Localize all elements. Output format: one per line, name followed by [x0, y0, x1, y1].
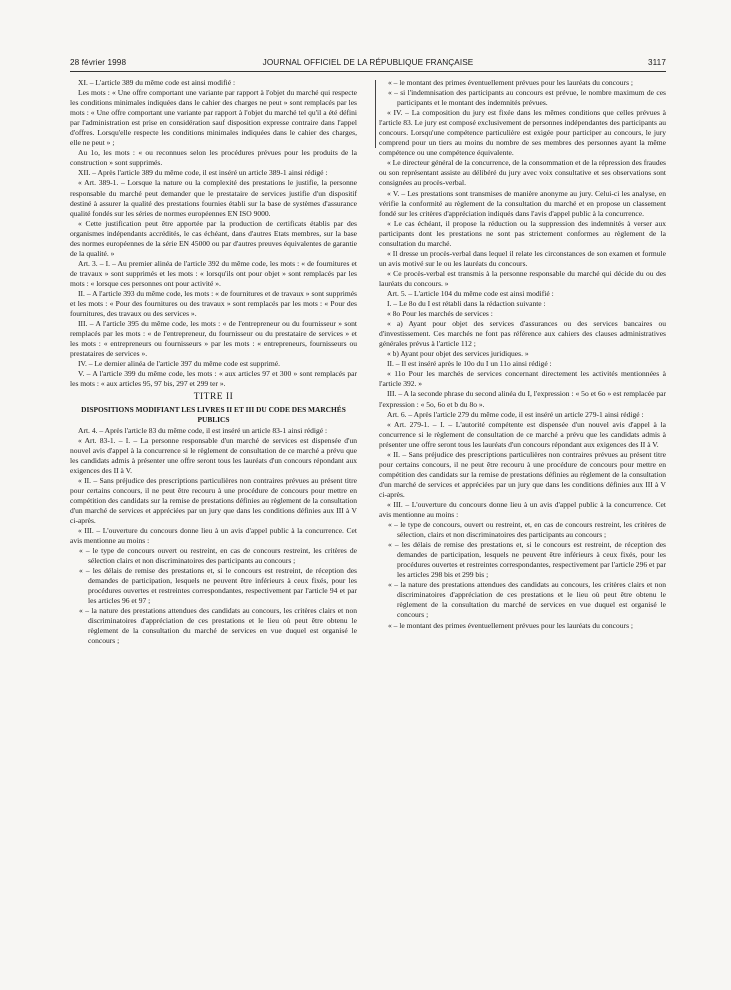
right-column: [379, 78, 666, 983]
issue-date: 28 février 1998: [70, 58, 127, 67]
paragraph: « 8o Pour les marchés de services :: [387, 309, 493, 319]
paragraph: Art. 3. – I. – Au premier alinéa de l'article 392 du même code, les mots : « de fournitures et de travaux » sont supprimés et les mots : « lorsqu'ils ont pour objet » sont remplacés par les mots : « lorsque ces personnes ont pour activité ».: [70, 258, 357, 288]
paragraph: « II. – Sans préjudice des prescriptions particulières non contraires prévues au présent titre pour certains concours, il ne peut être recouru à une procédure de concours pour mettre en compétition des candidats sur la remise de prestations définies au règlement de la consultation d'un marché de services et appréciées par un jury que dans les conditions définies aux III à V ci-après.: [70, 475, 357, 525]
paragraph: « – le montant des primes éventuellement prévues pour les lauréats du concours ;: [388, 78, 633, 87]
paragraph: « 11o Pour les marchés de services concernant directement les activités mentionnées à l'article 392. »: [379, 369, 666, 389]
paragraph: Art. 5. – L'article 104 du même code est ainsi modifié :: [387, 288, 554, 298]
paragraph: « Art. 83-1. – I. – La personne responsable d'un marché de services est dispensée d'un nouvel avis d'appel à la concurrence si le règlement de consultation de ce marché a prévu que les candidats admis à présenter une offre seront tous les lauréats d'un concours répondant aux exigences des II à V.: [70, 435, 357, 475]
paragraph: « IV. – La composition du jury est fixée dans les mêmes conditions que celles prévues à l'article 83. Le jury est composé exclusivement de personnes indépendantes des participants au concours. Lorsqu'une compétence particulière est exigée pour participer au concours, le jury comprend pour un tiers au moins du nombre de ses membres des personnes ayant la même compétence ou une compétence équivalente.: [379, 108, 666, 158]
left-column: [70, 78, 357, 983]
journal-title: JOURNAL OFFICIEL DE LA RÉPUBLIQUE FRANÇAISE: [262, 58, 474, 67]
paragraph: « – si l'indemnisation des participants au concours est prévue, le nombre maximum de ces participants et le montant des indemnités prévues.: [388, 88, 666, 108]
paragraph: « Le directeur général de la concurrence, de la consommation et de la répression des fraudes ou son représentant assiste au délibéré du jury avec voix consultative et ses observations sont consignées au procès-verbal.: [379, 158, 666, 188]
paragraph: « – la nature des prestations attendues des candidats au concours, les critères clairs et non discriminatoires d'appréciation de ces prestations et le lieu où peut être obtenu le règlement de la consultation du marché de services en vue duquel est organisé le concours ;: [388, 580, 666, 620]
paragraph: II. – Il est inséré après le 10o du I un 11o ainsi rédigé :: [387, 359, 552, 369]
paragraph: Art. 6. – Après l'article 279 du même code, il est inséré un article 279-1 ainsi rédigé :: [387, 409, 644, 419]
paragraph: XII. – Après l'article 389 du même code, il est inséré un article 389-1 ainsi rédigé :: [78, 168, 328, 178]
paragraph: III. – A l'article 395 du même code, les mots : « de l'entrepreneur ou du fournisseur » sont remplacés par les mots : « de l'entrepreneur, du fournisseur ou du prestataire de services » et les mots : « entrepreneurs ou fournisseurs » par les mots : « entrepreneurs, fournisseurs ou prestataires de services ».: [70, 319, 357, 359]
paragraph: « – le type de concours, ouvert ou restreint, et, en cas de concours restreint, les critères de sélection, clairs et non discriminatoires des participants au concours ;: [388, 520, 666, 540]
paragraph: V. – A l'article 399 du même code, les mots : « aux articles 97 et 300 » sont remplacés par les mots : « aux articles 95, 97 bis, 297 et 299 ter ».: [70, 369, 357, 389]
paragraph: « – le type de concours ouvert ou restreint, en cas de concours restreint, les critères de sélection clairs et non discriminatoires des participants au concours ;: [79, 546, 357, 566]
paragraph: « Le cas échéant, il propose la réduction ou la suppression des indemnités à verser aux participants dont les prestations ne sont pas strictement conformes au règlement de la consultation du marché.: [379, 218, 666, 248]
paragraph: IV. – Le dernier alinéa de l'article 397 du même code est supprimé.: [78, 359, 280, 369]
paragraph: Les mots : « Une offre comportant une variante par rapport à l'objet du marché qui respecte les conditions minimales indiquées dans le cahier des charges ne peut » sont remplacés par les mots : « Une offre comportant une variante par rapport à l'objet du marché tel qu'il a été défini par l'administration est prise en considération sauf disposition expresse contraire dans l'appel d'offres. Lorsqu'elle respecte les conditions minimales indiquées dans le cahier des charges, elle ne peut » ;: [70, 88, 357, 148]
paragraph: XI. – L'article 389 du même code est ainsi modifié :: [78, 78, 236, 87]
section-heading: DISPOSITIONS MODIFIANT LES LIVRES II ET III DU CODE DES MARCHÉS PUBLICS: [81, 404, 346, 424]
paragraph: I. – Le 8o du I est rétabli dans la rédaction suivante :: [387, 299, 546, 309]
paragraph: Au 1o, les mots : « ou reconnues selon les procédures prévues pour les produits de la construction » sont supprimés.: [70, 148, 357, 168]
paragraph: « – les délais de remise des prestations et, si le concours est restreint, de réception des demandes de participation, lesquels ne peuvent être inférieurs à ceux fixés, pour les procédures ouvertes et restreintes correspondantes, respectivement par l'article 296 et par les articles 298 bis et 299 bis ;: [388, 540, 666, 580]
paragraph: III. – A la seconde phrase du second alinéa du I, l'expression : « 5o et 6o » est remplacée par l'expression : « 5o, 6o et b du 8o ».: [379, 389, 666, 409]
paragraph: « a) Ayant pour objet des services d'assurances ou des services bancaires ou d'investissement. Ces marchés ne font pas référence aux cahiers des clauses administratives générales prévus à l'article 112 ;: [379, 319, 666, 349]
paragraph: « Il dresse un procès-verbal dans lequel il relate les circonstances de son examen et formule un avis motivé sur le ou les lauréats du concours.: [379, 248, 666, 268]
paragraph: « b) Ayant pour objet des services juridiques. »: [387, 349, 529, 359]
paragraph: « – le montant des primes éventuellement prévues pour les lauréats du concours ;: [388, 620, 633, 630]
paragraph: « III. – L'ouverture du concours donne lieu à un avis d'appel public à la concurrence. Cet avis mentionne au moins :: [379, 499, 666, 520]
paragraph: « III. – L'ouverture du concours donne lieu à un avis d'appel public à la concurrence. Cet avis mentionne au moins :: [70, 525, 357, 546]
paragraph: « Cette justification peut être apportée par la production de certificats établis par des organismes indépendants accrédités, le cas échéant, dans d'autres Etats membres, sur la base des normes européennes de la série EN 45000 ou par d'autres preuves équivalentes de garantie de la qualité. »: [70, 218, 357, 258]
header-rule: [70, 71, 666, 72]
paragraph: « V. – Les prestations sont transmises de manière anonyme au jury. Celui-ci les analyse, en vérifie la conformité au règlement de la consultation du marché et en propose un classement fondé sur les critères d'appréciation indiqués dans l'avis d'appel public à la concurrence.: [379, 188, 666, 218]
paragraph: II. – A l'article 393 du même code, les mots : « de fournitures et de travaux » sont supprimés et les mots : « Pour des fournitures ou des travaux » sont remplacés par les mots : « Pour des fournitures, des travaux ou des services ».: [70, 288, 357, 319]
paragraph: « – la nature des prestations attendues des candidats au concours, les critères clairs et non discriminatoires d'appréciation de ces prestations et le lieu où peut être obtenu le règlement de la consultation du marché de services en vue duquel est organisé le concours ;: [79, 606, 357, 646]
section-title: TITRE II: [193, 392, 234, 403]
paragraph: « – les délais de remise des prestations et, si le concours est restreint, de réception des demandes de participation, lesquels ne peuvent être inférieurs à ceux fixés, pour les procédures ouvertes et restreintes correspondantes, respectivement par l'article 94 et par les articles 96 et 97 ;: [79, 566, 357, 606]
paragraph: « Art. 389-1. – Lorsque la nature ou la complexité des prestations le justifie, la personne responsable du marché peut demander que le prestataire de services justifie d'un dispositif destiné à assurer la qualité des prestations fournies établi sur la base de systèmes d'assurance qualité fondés sur les séries de normes européennes EN ISO 9000.: [70, 178, 357, 218]
page-header: [70, 58, 666, 70]
paragraph: « Ce procès-verbal est transmis à la personne responsable du marché qui décide du ou des lauréats du concours. »: [379, 268, 666, 288]
paragraph: Art. 4. – Après l'article 83 du même code, il est inséré un article 83-1 ainsi rédigé :: [78, 425, 328, 435]
page-number: 3117: [647, 58, 666, 67]
paragraph: « II. – Sans préjudice des prescriptions particulières non contraires prévues au présent titre pour certains concours, il ne peut être recouru à une procédure de concours pour mettre en compétition des candidats sur la remise de prestations définies au règlement de la consultation d'un marché de services et appréciées par un jury que dans les conditions définies aux III à V ci-après.: [379, 449, 666, 499]
paragraph: « Art. 279-1. – I. – L'autorité compétente est dispensée d'un nouvel avis d'appel à la concurrence si le règlement de consultation de ce marché a prévu que les candidats admis à présenter une offre seront tous les lauréats d'un concours répondant aux exigences des II à V.: [379, 419, 666, 449]
margin-rule: [375, 80, 376, 148]
